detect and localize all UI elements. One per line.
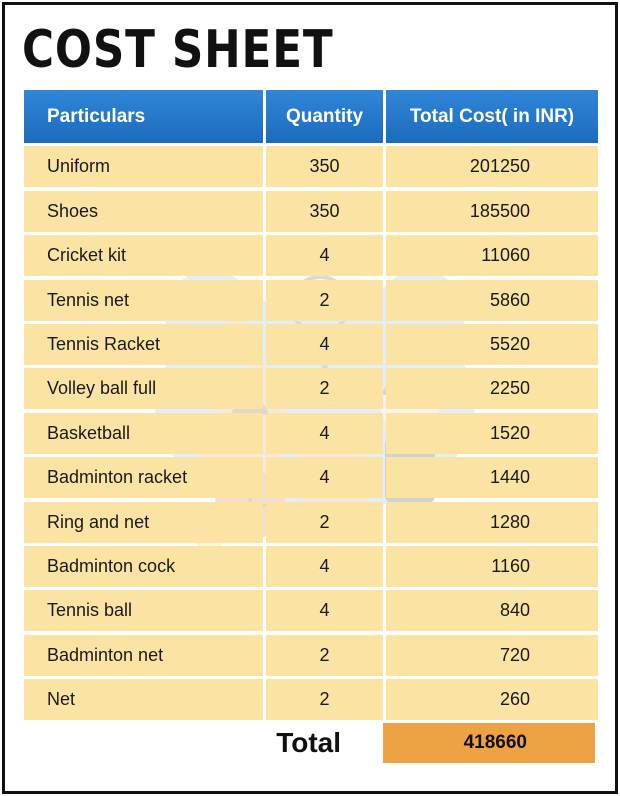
cost-cell: 2250 (386, 368, 598, 409)
table-row (24, 635, 598, 676)
table-header-row (24, 90, 598, 143)
cost-cell: 1160 (386, 546, 598, 587)
quantity-cell: 2 (266, 368, 383, 409)
quantity-cell: 2 (266, 280, 383, 321)
cost-cell: 1520 (386, 413, 598, 454)
quantity-cell: 4 (266, 590, 383, 631)
total-row (24, 723, 598, 763)
quantity-cell: 350 (266, 191, 383, 232)
quantity-cell: 2 (266, 679, 383, 720)
item-cell: Badminton net (24, 635, 263, 676)
header-particulars: Particulars (24, 90, 263, 143)
quantity-cell: 350 (266, 146, 383, 187)
item-cell: Tennis ball (24, 590, 263, 631)
table-row (24, 502, 598, 543)
quantity-cell: 4 (266, 413, 383, 454)
item-cell: Badminton cock (24, 546, 263, 587)
cost-cell: 201250 (386, 146, 598, 187)
table-row (24, 191, 598, 232)
quantity-cell: 2 (266, 635, 383, 676)
quantity-cell: 4 (266, 235, 383, 276)
item-cell: Uniform (24, 146, 263, 187)
quantity-cell: 4 (266, 457, 383, 498)
cost-cell: 840 (386, 590, 598, 631)
cost-table (24, 90, 598, 763)
item-cell: Cricket kit (24, 235, 263, 276)
cost-cell: 1280 (386, 502, 598, 543)
cost-cell: 260 (386, 679, 598, 720)
table-row (24, 235, 598, 276)
item-cell: Net (24, 679, 263, 720)
table-row (24, 324, 598, 365)
total-label: Total (276, 727, 341, 759)
cost-cell: 11060 (386, 235, 598, 276)
item-cell: Badminton racket (24, 457, 263, 498)
quantity-cell: 4 (266, 546, 383, 587)
table-row (24, 590, 598, 631)
item-cell: Tennis net (24, 280, 263, 321)
cost-cell: 1440 (386, 457, 598, 498)
item-cell: Basketball (24, 413, 263, 454)
quantity-cell: 4 (266, 324, 383, 365)
table-row (24, 679, 598, 720)
cost-cell: 185500 (386, 191, 598, 232)
table-row (24, 368, 598, 409)
page-title: COST SHEET (22, 20, 334, 80)
cost-cell: 720 (386, 635, 598, 676)
item-cell: Volley ball full (24, 368, 263, 409)
table-row (24, 546, 598, 587)
table-row (24, 146, 598, 187)
table-row (24, 280, 598, 321)
item-cell: Ring and net (24, 502, 263, 543)
item-cell: Shoes (24, 191, 263, 232)
header-total-cost: Total Cost( in INR) (386, 90, 598, 143)
total-value: 418660 (383, 723, 595, 763)
cost-cell: 5860 (386, 280, 598, 321)
item-cell: Tennis Racket (24, 324, 263, 365)
cost-cell: 5520 (386, 324, 598, 365)
table-row (24, 457, 598, 498)
header-quantity: Quantity (266, 90, 383, 143)
table-row (24, 413, 598, 454)
quantity-cell: 2 (266, 502, 383, 543)
